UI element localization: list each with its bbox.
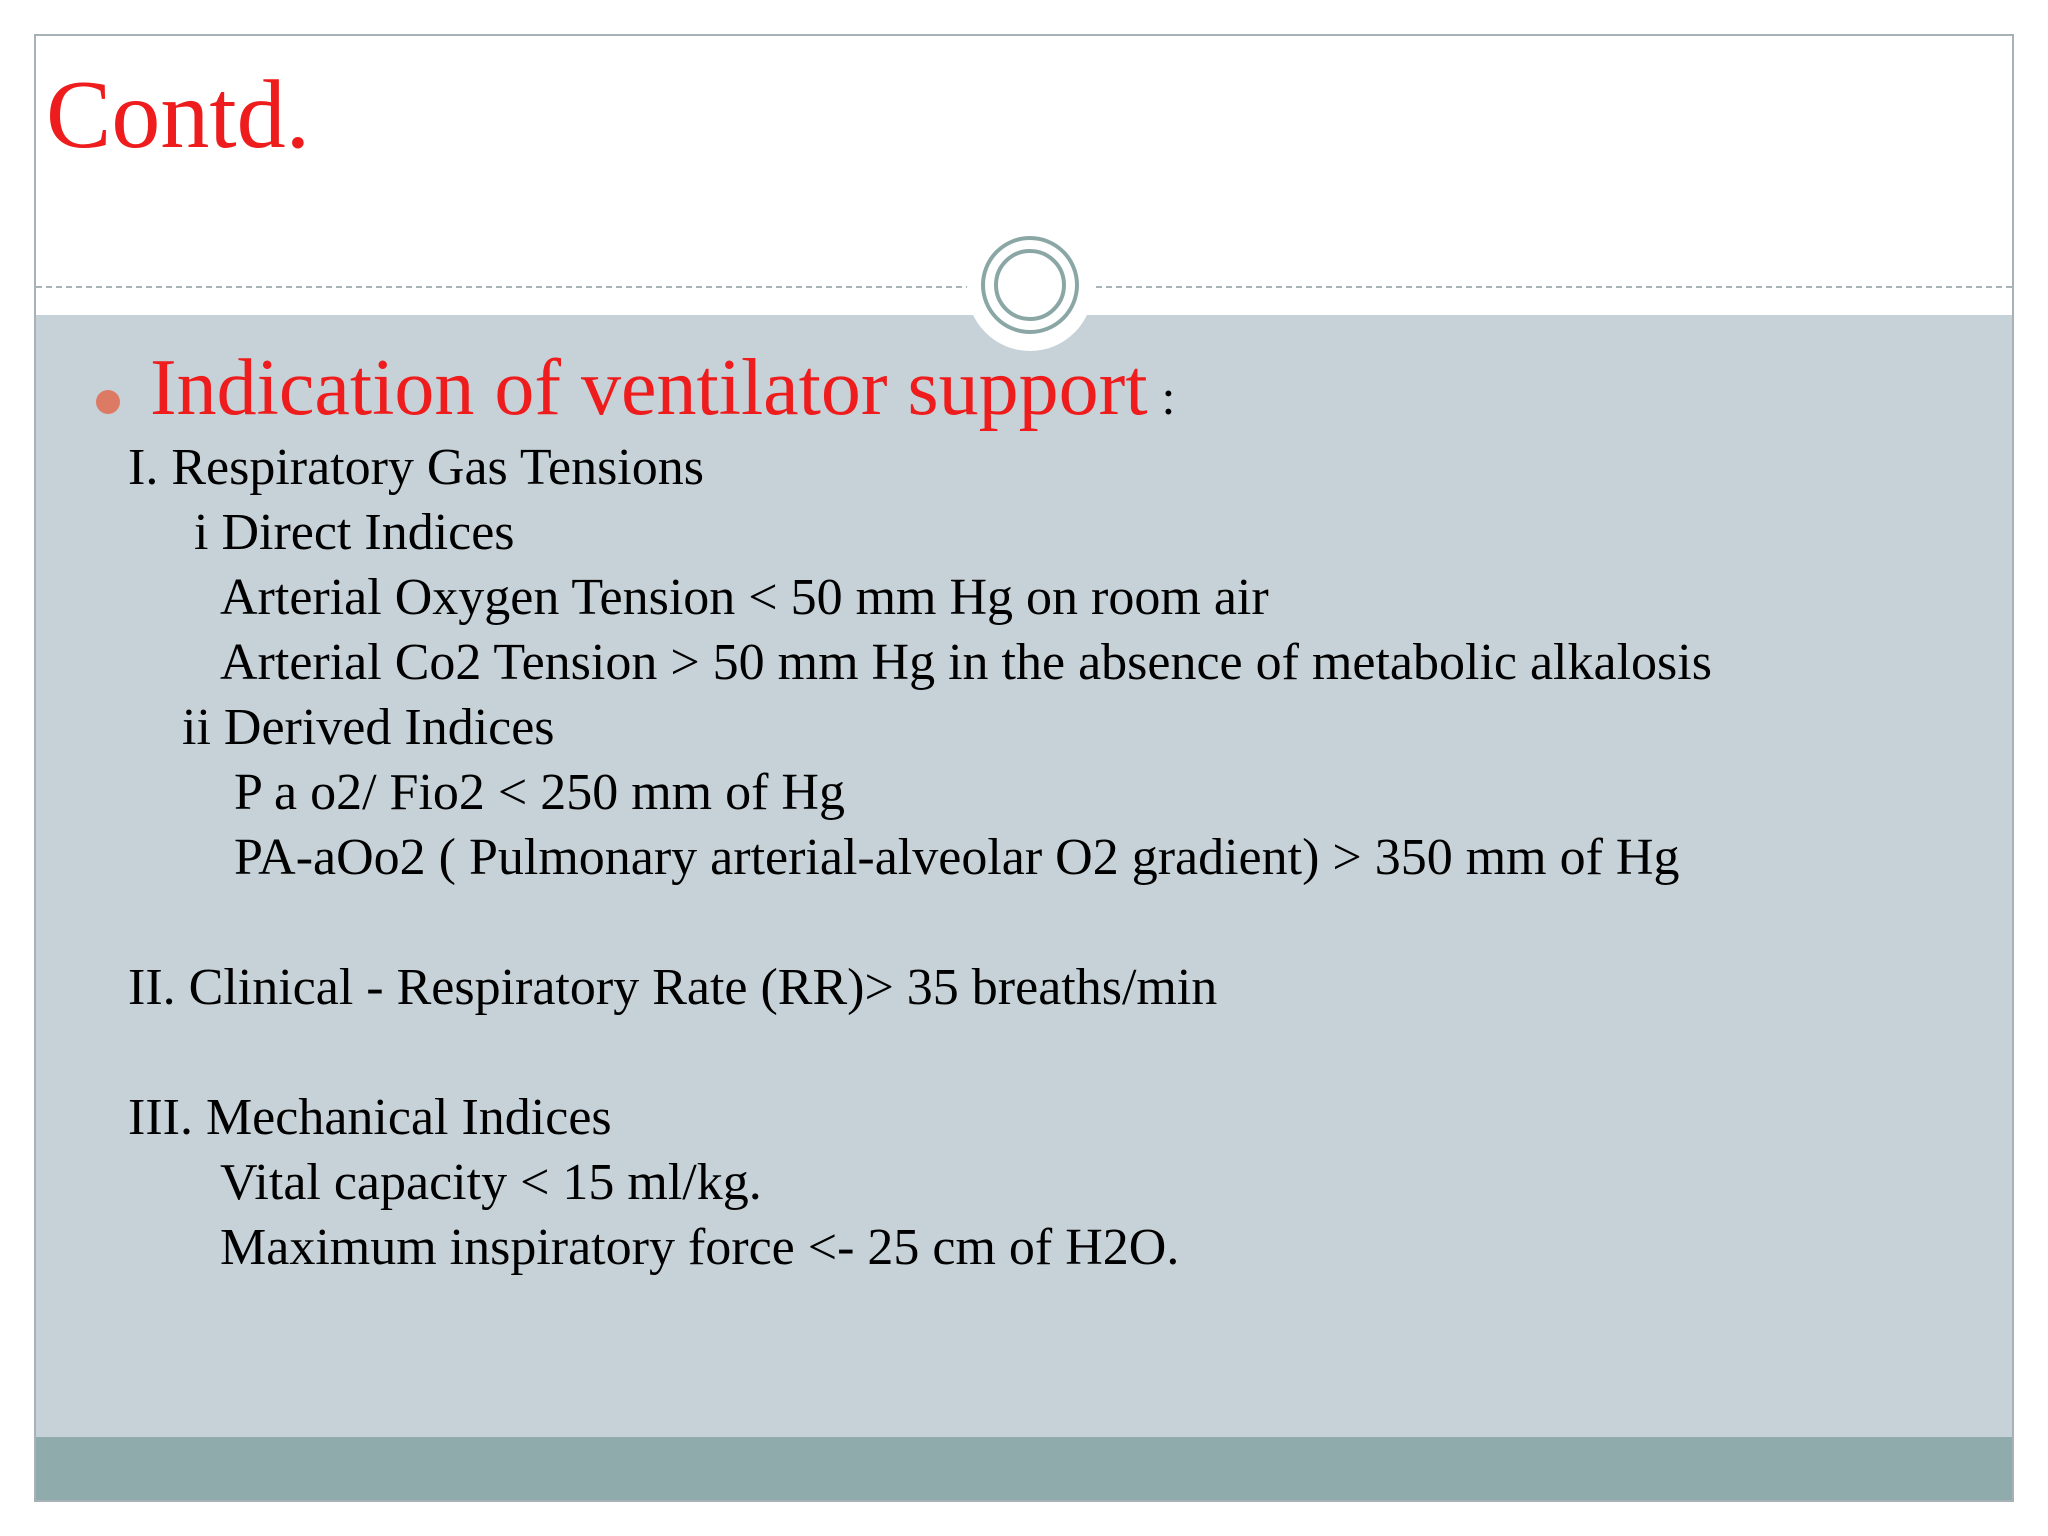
list-item: I. Respiratory Gas Tensions: [128, 439, 704, 496]
list-item: Vital capacity < 15 ml/kg.: [220, 1154, 762, 1211]
list-item: Maximum inspiratory force <- 25 cm of H2O.: [220, 1219, 1180, 1276]
section-heading: Indication of ventilator support: [150, 344, 1148, 432]
list-item: P a o2/ Fio2 < 250 mm of Hg: [234, 764, 845, 821]
section-heading-colon: :: [1161, 369, 1176, 425]
list-item: Arterial Oxygen Tension < 50 mm Hg on room air: [220, 569, 1269, 626]
slide: [34, 34, 2014, 1502]
list-item: PA-aOo2 ( Pulmonary arterial-alveolar O2 gradient) > 350 mm of Hg: [234, 829, 1680, 886]
slide-title: Contd.: [46, 61, 311, 169]
list-item: ii Derived Indices: [182, 699, 555, 756]
list-item: Arterial Co2 Tension > 50 mm Hg in the absence of metabolic alkalosis: [220, 634, 1712, 691]
list-item: II. Clinical - Respiratory Rate (RR)> 35 breaths/min: [128, 959, 1218, 1016]
list-item: i Direct Indices: [194, 504, 515, 561]
list-item: III. Mechanical Indices: [128, 1089, 612, 1146]
ring-ornament-icon: [981, 236, 1079, 334]
heading-bullet-row: [96, 343, 1175, 434]
bullet-dot-icon: [96, 390, 120, 414]
ring-ornament-inner: [994, 249, 1066, 321]
footer-band: [36, 1437, 2012, 1502]
